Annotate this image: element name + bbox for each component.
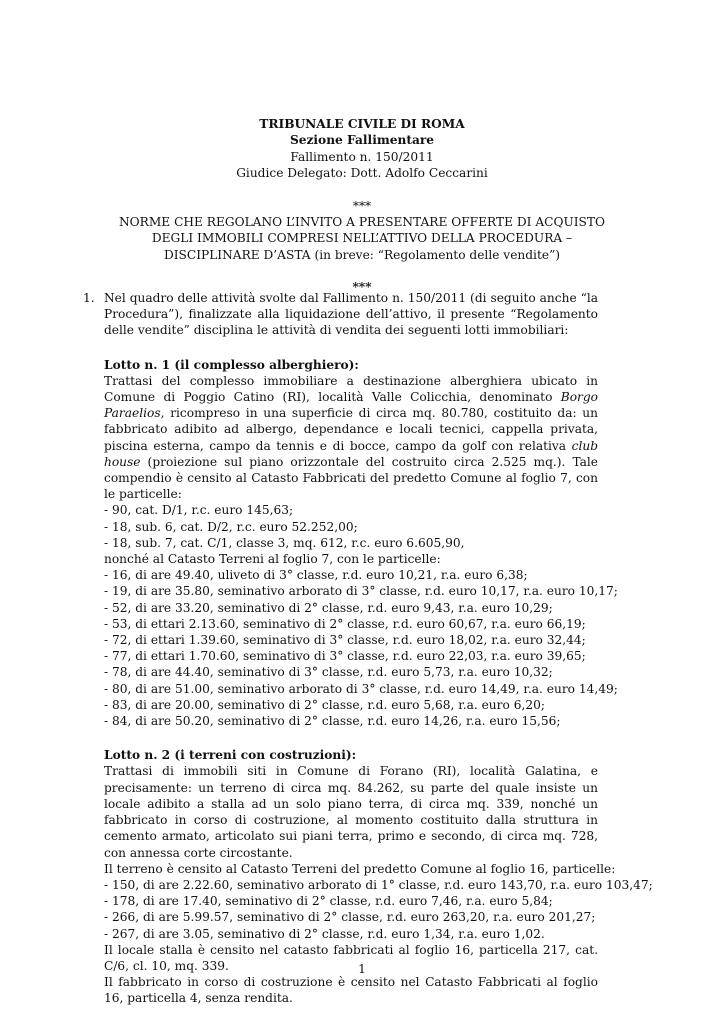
lot-1-terreni-item: - 84, di are 50.20, seminativo di 2° classe, r.d. euro 14,26, r.a. euro 15,56;: [104, 714, 561, 729]
lot-2-fabbricato: Il fabbricato in corso di costruzione è censito nel Catasto Fabbricati al foglio 16, particella 4, senza rendita.: [104, 975, 598, 1006]
lot-1-fabbricati-item: - 18, sub. 7, cat. C/1, classe 3, mq. 612, r.c. euro 6.605,90,: [104, 535, 465, 550]
page-number: 1: [358, 962, 366, 976]
lot-2-terreni-item: - 150, di are 2.22.60, seminativo arborato di 1° classe, r.d. euro 143,70, r.a. euro 103,47;: [104, 877, 653, 892]
lot-1-terreni-item: - 19, di are 35.80, seminativo arborato di 3° classe, r.d. euro 10,17, r.a. euro 10,17;: [104, 584, 618, 599]
paragraph-number: 1.: [83, 291, 95, 305]
lot-2-terreni-intro: Il terreno è censito al Catasto Terreni del predetto Comune al foglio 16, particelle:: [104, 861, 616, 876]
lot-2-description: Trattasi di immobili siti in Comune di Forano (RI), località Galatina, e precisamente: un terreno di circa mq. 84.262, su parte del quale insiste un locale adibito a stalla ad un solo piano terra, di circa mq. 339, nonché un fabbricato in corso di costruzione, al momento costituito dalla struttura in cemento armato, articolato sui piani terra, primo e secondo, di circa mq. 728, con annessa corte circostante.: [104, 764, 598, 860]
lot-1-fabbricati-item: - 90, cat. D/1, r.c. euro 145,63;: [104, 503, 294, 518]
lot-1-terreni-item: - 72, di ettari 1.39.60, seminativo di 3° classe, r.d. euro 18,02, r.a. euro 32,44;: [104, 633, 586, 648]
court-section: Sezione Fallimentare: [289, 133, 435, 148]
delegated-judge: Giudice Delegato: Dott. Adolfo Ceccarini: [236, 166, 488, 181]
lot-1-terreni-item: - 83, di are 20.00, seminativo di 2° classe, r.d. euro 5,68, r.a. euro 6,20;: [104, 697, 545, 712]
separator-stars-bold: ***: [352, 280, 372, 295]
document-title-line-1: NORME CHE REGOLANO L’INVITO A PRESENTARE OFFERTE DI ACQUISTO: [118, 215, 606, 230]
intro-text: Nel quadro delle attività svolte dal Fallimento n. 150/2011 (di seguito anche “la Procedura”), finalizzate alla liquidazione dell’attivo, il presente “Regolamento delle vendite” disciplina le attività di vendita dei seguenti lotti immobiliari:: [104, 291, 598, 338]
lot-1-terreni-item: - 78, di are 44.40, seminativo di 3° classe, r.d. euro 5,73, r.a. euro 10,32;: [104, 665, 553, 680]
lot-2-stalla: Il locale stalla è censito nel catasto fabbricati al foglio 16, particella 217, cat. C/6, cl. 10, mq. 339.: [104, 942, 598, 973]
court-name: TRIBUNALE CIVILE DI ROMA: [259, 117, 465, 131]
lot-1-fabbricati-item: - 18, sub. 6, cat. D/2, r.c. euro 52.252,00;: [104, 519, 358, 534]
lot-1-description: Trattasi del complesso immobiliare a destinazione alberghiera ubicato in Comune di Poggio Catino (RI), località Valle Colicchia, denominato Borgo Paraelios, ricompreso in una superficie di circa mq. 80.780, costituito da: un fabbricato adibito ad albergo, dependance e locali tecnici, cappella privata, piscina esterna, campo da tennis e di bocce, campo da golf con relativa club house (proiezione sul piano orizzontale del costruito circa 2.525 mq.). Tale compendio è censito al Catasto Fabbricati del predetto Comune al foglio 7, con le particelle:: [104, 373, 598, 502]
lot-1-terreni-item: - 53, di ettari 2.13.60, seminativo di 2° classe, r.d. euro 60,67, r.a. euro 66,19;: [104, 616, 586, 631]
lot-1-terreni-intro: nonché al Catasto Terreni al foglio 7, con le particelle:: [104, 552, 441, 567]
document-header: [0, 116, 724, 296]
case-number: Fallimento n. 150/2011: [290, 149, 434, 164]
intro-paragraph: [83, 290, 598, 339]
lot-1-terreni-item: - 80, di are 51.00, seminativo arborato di 3° classe, r.d. euro 14,49, r.a. euro 14,49;: [104, 681, 618, 696]
club-house-term: club house: [104, 438, 598, 469]
document-title-line-3: DISCIPLINARE D’ASTA (in breve: “Regolamento delle vendite”): [163, 247, 561, 262]
document-title-line-2: DEGLI IMMOBILI COMPRESI NELL’ATTIVO DELLA PROCEDURA –: [151, 231, 573, 246]
lot-1-terreni-item: - 52, di are 33.20, seminativo di 2° classe, r.d. euro 9,43, r.a. euro 10,29;: [104, 600, 553, 615]
lot-2-title: Lotto n. 2 (i terreni con costruzioni):: [104, 748, 357, 763]
separator-stars: ***: [352, 198, 372, 213]
lot-1-terreni-item: - 77, di ettari 1.70.60, seminativo di 3° classe, r.d. euro 22,03, r.a. euro 39,65;: [104, 649, 586, 664]
lot-1-terreni-item: - 16, di are 49.40, uliveto di 3° classe, r.d. euro 10,21, r.a. euro 6,38;: [104, 568, 528, 583]
lot-2-terreni-item: - 267, di are 3.05, seminativo di 2° classe, r.d. euro 1,34, r.a. euro 1,02.: [104, 926, 545, 941]
lot-2-terreni-item: - 266, di are 5.99.57, seminativo di 2° classe, r.d. euro 263,20, r.a. euro 201,27;: [104, 910, 596, 925]
lot-1-title: Lotto n. 1 (il complesso alberghiero):: [104, 357, 359, 372]
property-name: Borgo Paraelios: [104, 390, 598, 421]
lot-2-terreni-item: - 178, di are 17.40, seminativo di 2° classe, r.d. euro 7,46, r.a. euro 5,84;: [104, 894, 553, 909]
document-body: [83, 290, 653, 1007]
